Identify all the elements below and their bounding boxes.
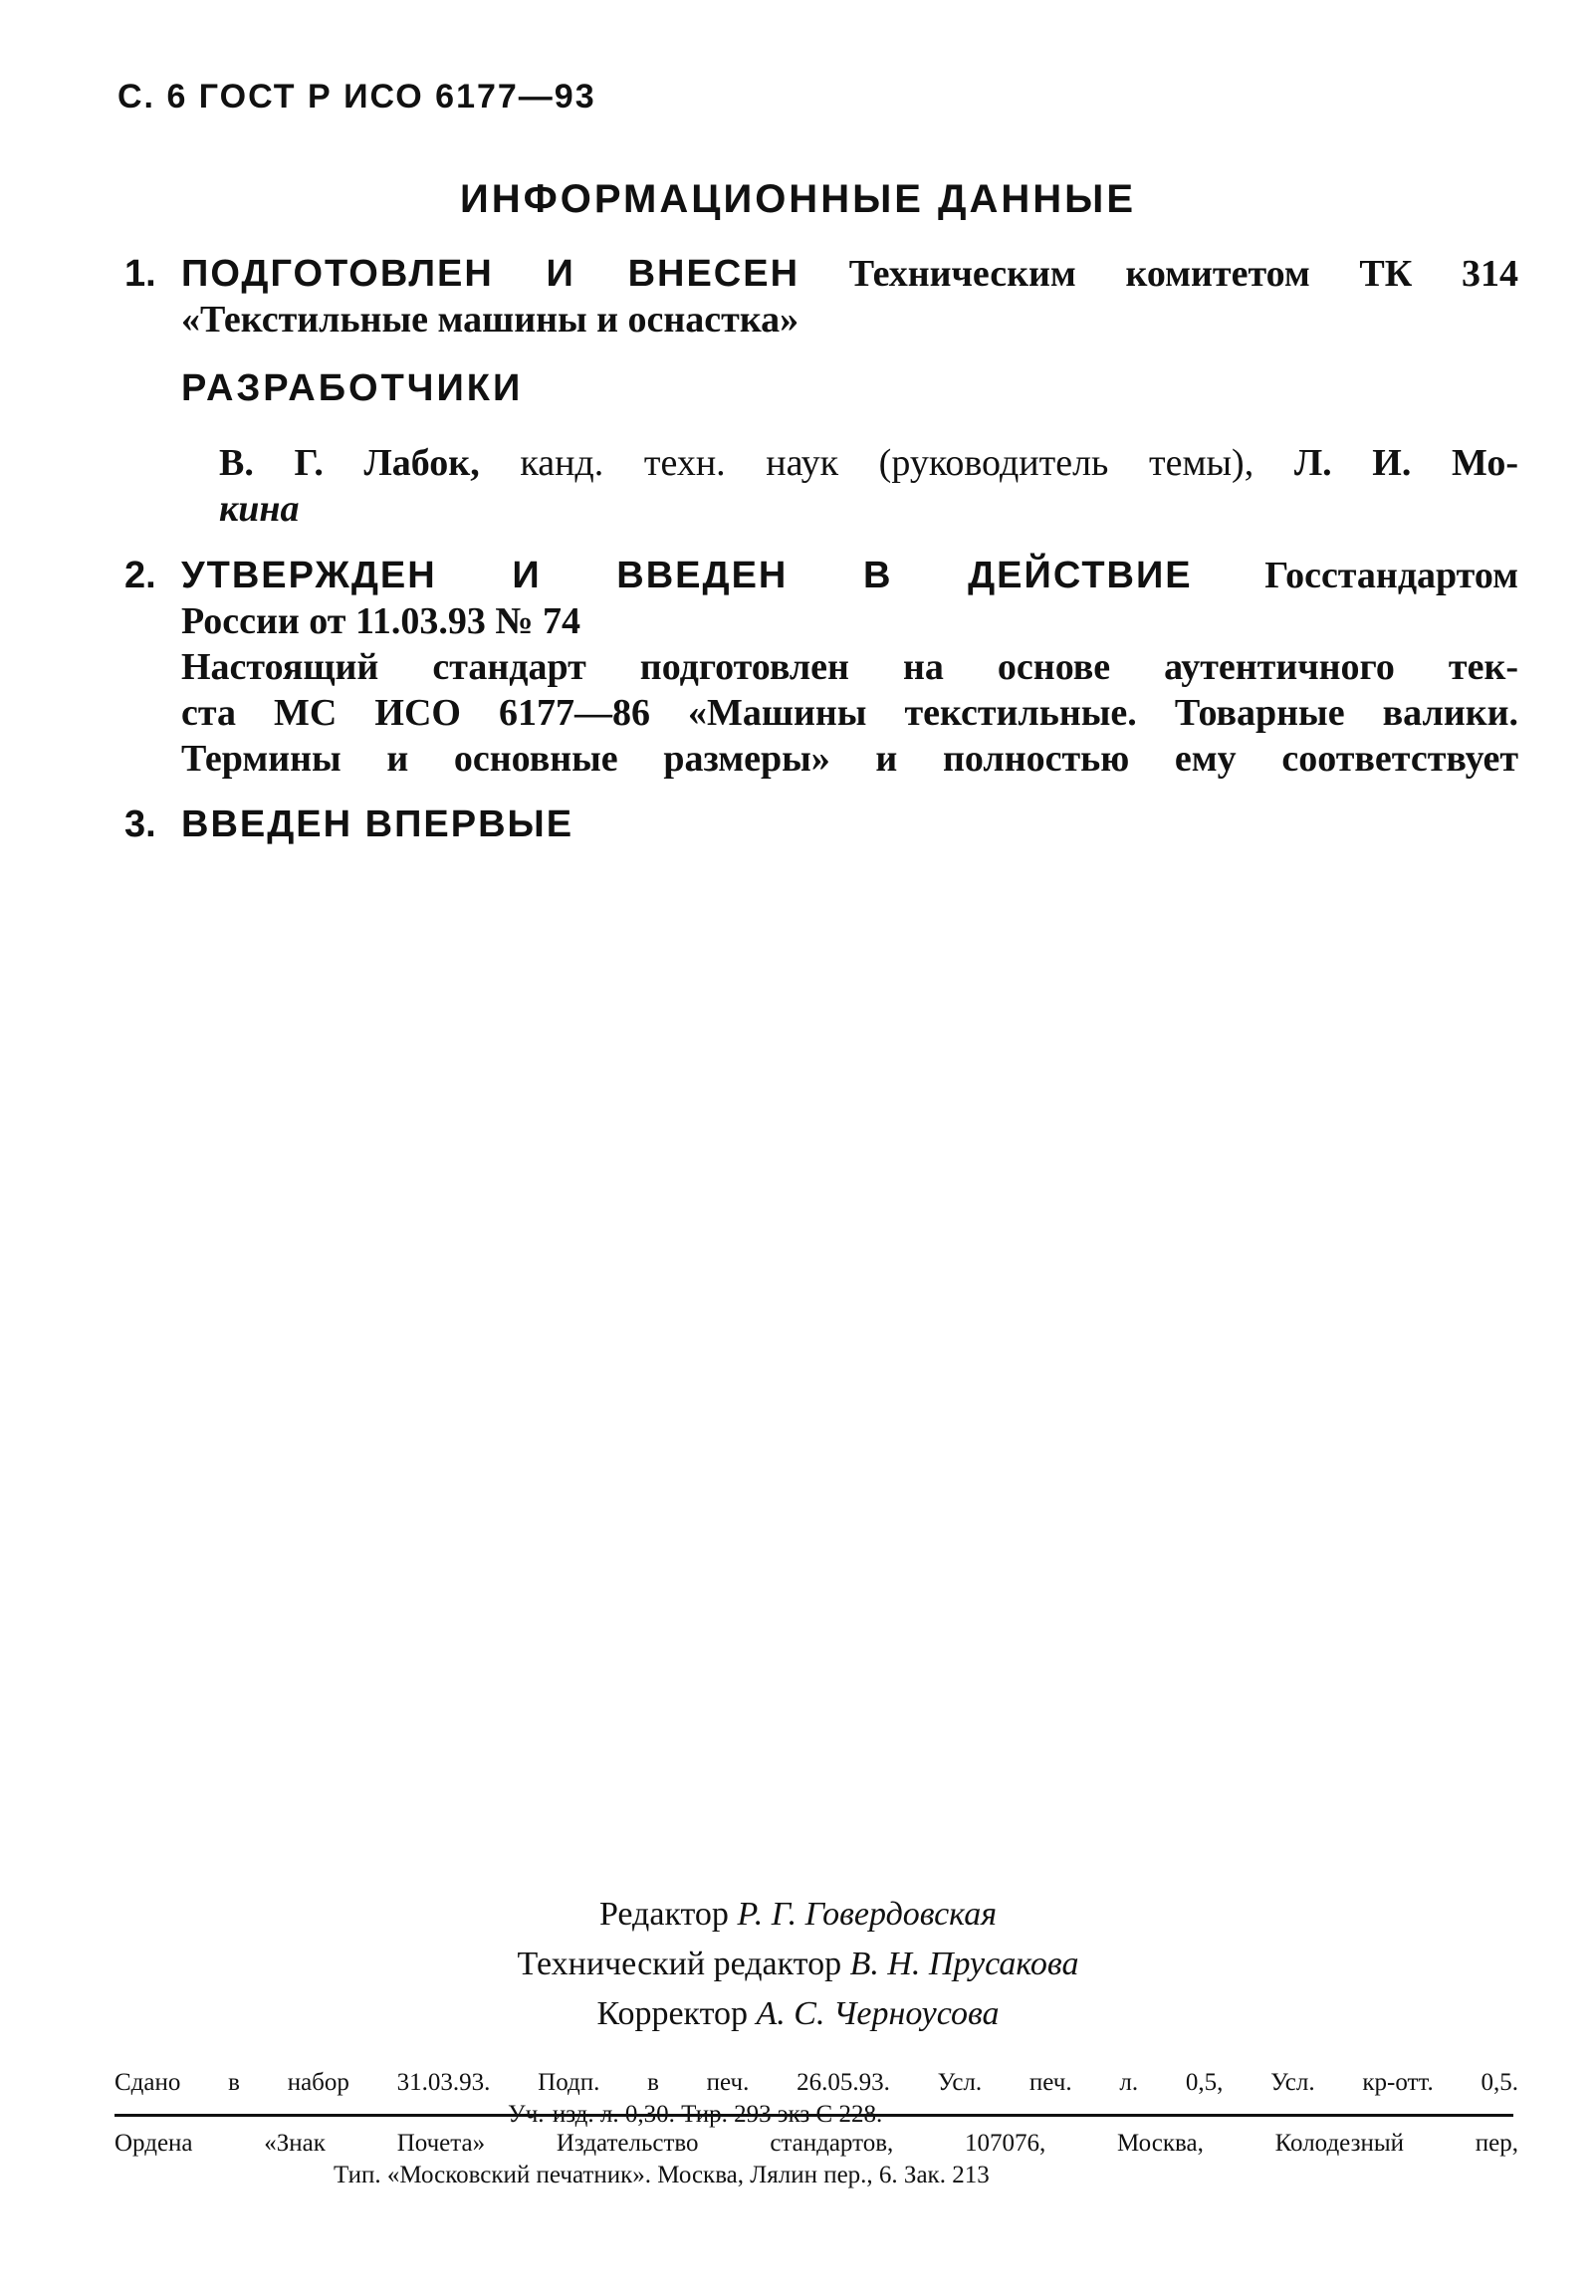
- running-head: С. 6 ГОСТ Р ИСО 6177—93: [117, 78, 596, 115]
- item1-line1: [181, 251, 1518, 297]
- item-number: 3.: [124, 804, 156, 845]
- tech-editor-label: Технический редактор: [517, 1946, 842, 1982]
- item2-line1: [181, 553, 1518, 598]
- editor-name: Р. Г. Говердовская: [737, 1896, 998, 1933]
- proofreader-line: [0, 1989, 1596, 2039]
- editor-line: [0, 1890, 1596, 1940]
- developer-1-name: В. Г. Лабок,: [219, 442, 480, 484]
- developer-2-name-part2: кина: [219, 488, 300, 530]
- item2-note-line2: ста МС ИСО 6177—86 «Машины текстильные. Товарные валики.: [181, 692, 1518, 734]
- item3-keyword: ВВЕДЕН ВПЕРВЫЕ: [181, 804, 574, 845]
- imprint-line1: Сдано в набор 31.03.93. Подп. в печ. 26.05.93. Усл. печ. л. 0,5, Усл. кр-отт. 0,5.: [114, 2069, 1518, 2096]
- tech-editor-line: [0, 1940, 1596, 1989]
- imprint-publisher: [114, 2128, 1518, 2191]
- page-title: ИНФОРМАЦИОННЫЕ ДАННЫЕ: [459, 177, 1137, 221]
- imprint-line3: Ордена «Знак Почета» Издательство стандартов, 107076, Москва, Колодезный пер,: [114, 2130, 1518, 2157]
- imprint-line2: Уч.-изд. л. 0,30. Тир. 293 экз С 228.: [508, 2101, 883, 2128]
- developers-line1: [219, 440, 1518, 486]
- item2-text-line2: России от 11.03.93 № 74: [181, 600, 581, 642]
- item2-note-line1: Настоящий стандарт подготовлен на основе аутентичного тек-: [181, 646, 1518, 688]
- item1-keyword: ПОДГОТОВЛЕН И ВНЕСЕН: [181, 253, 800, 295]
- tech-editor-name: В. Н. Прусакова: [849, 1946, 1079, 1982]
- proofreader-name: А. С. Черноусова: [756, 1995, 1000, 2032]
- proofreader-label: Корректор: [596, 1995, 749, 2032]
- developer-1-role: канд. техн. наук (руководитель темы),: [520, 442, 1254, 484]
- developer-2-name-part1: Л. И. Мо-: [1293, 442, 1518, 484]
- imprint-line4: Тип. «Московский печатник». Москва, Лялин пер., 6. Зак. 213: [334, 2162, 990, 2188]
- imprint-print-data: [114, 2067, 1518, 2131]
- item2-keyword: УТВЕРЖДЕН И ВВЕДЕН В ДЕЙСТВИЕ: [181, 555, 1193, 596]
- item-number: 1.: [124, 253, 156, 295]
- item-number: 2.: [124, 555, 156, 596]
- editor-label: Редактор: [598, 1896, 729, 1933]
- divider-rule: [114, 2114, 1513, 2117]
- editorial-credits: [0, 1890, 1596, 2039]
- item1-text-line2: «Текстильные машины и оснастка»: [181, 299, 799, 341]
- item2-note-line3: Термины и основные размеры» и полностью ему соответствует: [181, 738, 1518, 780]
- developers-heading: РАЗРАБОТЧИКИ: [181, 367, 524, 409]
- item1-text-line1: Техническим комитетом ТК 314: [848, 253, 1518, 295]
- item2-text-line1-end: Госстандартом: [1264, 555, 1519, 596]
